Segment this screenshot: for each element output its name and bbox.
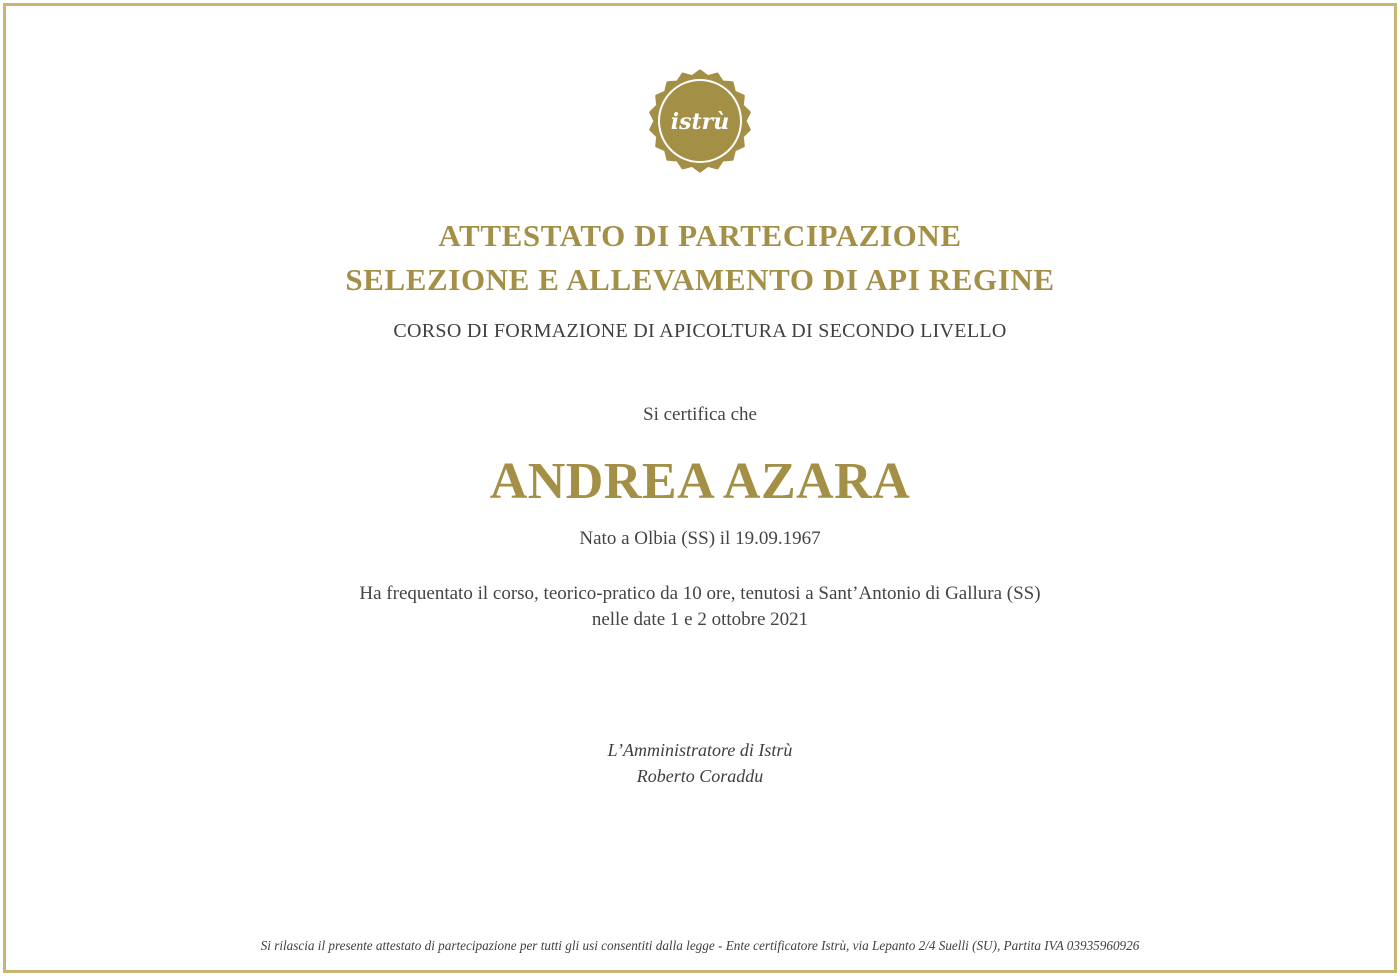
course-details-line-1: Ha frequentato il corso, teorico-pratico da 10 ore, tenutosi a Sant’Antonio di Gallura (SS) xyxy=(359,583,1041,604)
signature-block xyxy=(0,737,1400,789)
istru-seal-logo xyxy=(645,68,755,174)
signatory-name: Roberto Coraddu xyxy=(636,766,764,786)
seal-logo-text: istrù xyxy=(670,109,730,135)
course-details-line-2: nelle date 1 e 2 ottobre 2021 xyxy=(591,609,809,630)
legal-footer: Si rilascia il presente attestato di partecipazione per tutti gli usi consentiti dalla legge - Ente certificatore Istrù, via Lepanto 2/4 Suelli (SU), Partita IVA 03935960926 xyxy=(260,938,1140,953)
certification-intro: Si certifica che xyxy=(643,404,757,425)
course-details xyxy=(0,581,1400,633)
recipient-name: ANDREA AZARA xyxy=(489,453,911,510)
recipient-birth-info: Nato a Olbia (SS) il 19.09.1967 xyxy=(579,528,821,549)
certificate-title: ATTESTATO DI PARTECIPAZIONE xyxy=(438,218,962,253)
course-title: SELEZIONE E ALLEVAMENTO DI API REGINE xyxy=(345,262,1055,297)
seal-icon xyxy=(645,68,755,174)
signatory-role: L’Amministratore di Istrù xyxy=(607,740,793,760)
course-subtitle: CORSO DI FORMAZIONE DI APICOLTURA DI SECONDO LIVELLO xyxy=(393,320,1007,342)
